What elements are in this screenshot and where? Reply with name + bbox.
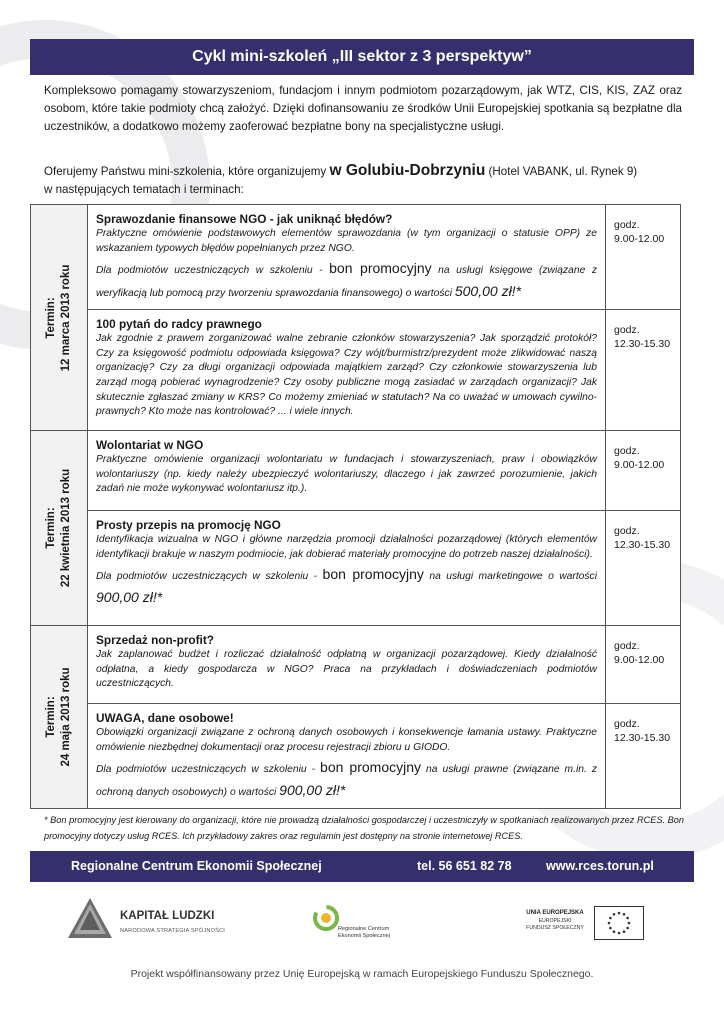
- rces-logo-line1: Regionalne Centrum: [338, 926, 390, 932]
- session-cell: [88, 431, 606, 511]
- offer-venue: (Hotel VABANK, ul. Rynek 9): [488, 165, 638, 178]
- table-row: [31, 431, 681, 511]
- title-banner: [30, 39, 694, 75]
- page-title: Cykl mini-szkoleń „III sektor z 3 perspektyw”: [192, 48, 532, 65]
- voucher-value: 900,00 zł!*: [279, 782, 346, 799]
- voucher-label: bon promocyjny: [329, 260, 432, 277]
- kapital-ludzki-subtitle: NARODOWA STRATEGIA SPÓJNOŚCI: [120, 928, 226, 934]
- eu-line1: EUROPEJSKI: [538, 918, 572, 924]
- session-time: godz. 9.00-12.00: [606, 626, 681, 704]
- table-row: [31, 205, 681, 310]
- voucher-note: Dla podmiotów uczestniczących w szkoleniu - bon promocyjny na usługi księgowe (związane z weryfikacją lub pomocą przy tworzeniu sprawozdania finansowego) o wartości 500,00 zł!*: [96, 260, 597, 300]
- kapital-ludzki-logo: [68, 898, 228, 942]
- session-time: godz. 12.30-15.30: [606, 511, 681, 626]
- session-cell: [88, 626, 606, 704]
- session-description: Identyfikacja wizualna w NGO i główne narzędzia promocji działalności pozarządowej (których elementów identyfikacji brakuje w naszym podmiocie, jak dobierać materiały promocyjne do potrzeb naszej działalności).: [96, 534, 597, 560]
- session-cell: [88, 205, 606, 310]
- table-row: [31, 626, 681, 704]
- session-description: Obowiązki organizacji związane z ochroną danych osobowych i konsekwencje łamania ustawy. Praktyczne omówienie niezbędnej dokumentacji oraz procesu rejestracji zbioru u GIODO.: [96, 727, 597, 753]
- voucher-label: bon promocyjny: [320, 759, 422, 776]
- session-title: Sprawozdanie finansowe NGO - jak uniknąć błędów?: [96, 212, 393, 226]
- session-cell: [88, 511, 606, 626]
- voucher-value: 900,00 zł!*: [96, 589, 163, 606]
- session-description: Praktyczne omówienie podstawowych elementów sprawozdania (w tym organizacji o statusie OPP) ze wskazaniem typowych błędów popełnianych przez NGO.: [96, 228, 597, 254]
- session-description: Praktyczne omówienie organizacji wolontariatu w fundacjach i stowarzyszeniach, praw i obowiązków wolontariuszy (np. kiedy należy ubezpieczyć wolontariuszy, dlaczego i jak zawrzeć porozumienie, jakich zadań nie może wykonywać wolontariusz itp.).: [96, 454, 597, 495]
- session-title: 100 pytań do radcy prawnego: [96, 317, 262, 332]
- intro-paragraph: Kompleksowo pomagamy stowarzyszeniom, fundacjom i innym podmiotom pozarządowym, jak WTZ, CIS, KIS, ZAZ oraz osobom, które takie podmioty chcą założyć. Dzięki dofinansowaniu ze środków Unii Europejskiej spotkania są bezpłatne dla uczestników, a dodatkowo możemy zaoferować bezpłatne bony na specjalistyczne usługi.: [44, 84, 682, 133]
- table-row: [31, 704, 681, 809]
- session-description: Jak zaplanować budżet i rozliczać działalność odpłatną w organizacji pozarządowej. Kiedy działalność odpłatna, a kiedy gospodarcza w NGO? Praca na przykładach i doświadczeniach podmiotów uczestniczących.: [96, 649, 597, 690]
- voucher-label: bon promocyjny: [322, 566, 424, 583]
- table-row: [31, 310, 681, 431]
- footnote: * Bon promocyjny jest kierowany do organizacji, które nie prowadzą działalności gospodarczej i uczestniczyły w spotkaniach realizowanych przez RCES. Bon promocyjny dotyczy usług RCES. Ich przykładowy zakres oraz regulamin jest dostępny na stronie internetowej RCES.: [44, 815, 684, 841]
- eu-logo: [522, 906, 654, 942]
- footer-banner: [30, 851, 694, 882]
- session-cell: [88, 310, 606, 431]
- session-time: godz. 9.00-12.00: [606, 431, 681, 511]
- voucher-note: Dla podmiotów uczestniczących w szkoleniu - bon promocyjny na usługi prawne (związane m.in. z ochroną danych osobowych) o wartości 900,00 zł!*: [96, 759, 598, 799]
- term-cell: [31, 626, 88, 809]
- term-label: Termin: 24 maja 2013 roku: [45, 667, 72, 767]
- kapital-ludzki-logo-icon: [68, 898, 114, 942]
- rces-logo-line2: Ekonomii Społecznej: [338, 933, 390, 939]
- voucher-note: Dla podmiotów uczestniczących w szkoleniu - bon promocyjny na usługi marketingowe o wartości 900,00 zł!*: [96, 566, 597, 606]
- offer-text-end: w następujących tematach i terminach:: [44, 183, 244, 196]
- session-description: Jak zgodnie z prawem zorganizować walne zebranie członków stowarzyszenia? Jak sporządzić protokół? Czy za księgowość podmiotu odpowiada księgowa? Czy wójt/burmistrz/prezydent może zlikwidować naszą organizację? Czy za długi organizacji odpowiada majątkiem zarząd? Czy członkowie stowarzyszenia lub zarząd mogą pobierać wynagrodzenie? Czy osoby publiczne mogą zasiadać w zarządach organizacji? Jak skutecznie zgłaszać zmiany w KRS? Co możemy zmieniać w statutach? Na co uważać w umowach cywilno-prawnych? Kto może nas kontrolować? ... i wiele innych.: [96, 333, 597, 418]
- footer-phone[interactable]: tel. 56 651 82 78: [417, 859, 512, 873]
- eu-line2: FUNDUSZ SPOŁECZNY: [526, 925, 584, 931]
- eu-title: UNIA EUROPEJSKA: [526, 910, 584, 916]
- session-title: UWAGA, dane osobowe!: [96, 711, 234, 726]
- footer-org: Regionalne Centrum Ekonomii Społecznej: [71, 859, 322, 873]
- rces-logo: [312, 902, 402, 946]
- term-label: Termin: 22 kwietnia 2013 roku: [45, 469, 72, 588]
- session-title: Prosty przepis na promocję NGO: [96, 518, 281, 533]
- term-cell: [31, 431, 88, 626]
- schedule-table: [30, 204, 681, 809]
- offer-text: Oferujemy Państwu mini-szkolenia, które organizujemy: [44, 165, 327, 178]
- term-date: 24 maja 2013 roku: [60, 667, 72, 767]
- term-date: 22 kwietnia 2013 roku: [60, 469, 72, 588]
- session-title: Sprzedaż non-profit?: [96, 633, 214, 648]
- term-cell: [31, 205, 88, 431]
- session-title: Wolontariat w NGO: [96, 438, 204, 453]
- voucher-value: 500,00 zł!*: [454, 283, 522, 300]
- session-time: godz. 12.30-15.30: [606, 704, 681, 809]
- kapital-ludzki-name: KAPITAŁ LUDZKI: [120, 910, 215, 922]
- session-cell: [88, 704, 606, 809]
- offer-city: w Golubiu-Dobrzyniu: [329, 162, 486, 179]
- eu-flag-icon: [594, 906, 644, 940]
- session-time: godz. 9.00-12.00: [606, 205, 681, 310]
- offer-paragraph: [44, 162, 684, 199]
- term-label: Termin: 12 marca 2013 roku: [45, 264, 72, 371]
- term-date: 12 marca 2013 roku: [60, 264, 72, 371]
- footer-website[interactable]: www.rces.torun.pl: [546, 859, 654, 873]
- table-row: [31, 511, 681, 626]
- project-cofinancing-note: Projekt współfinansowany przez Unię Europejską w ramach Europejskiego Funduszu Społecznego.: [130, 968, 594, 980]
- session-time: godz. 12.30-15.30: [606, 310, 681, 431]
